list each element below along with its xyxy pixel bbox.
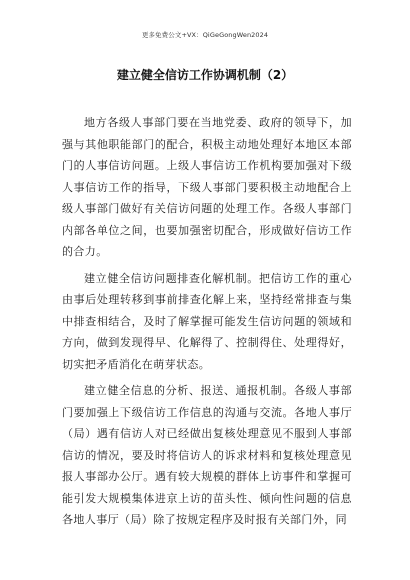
paragraph-information: 建立健全信息的分析、报送、通报机制。各级人事部门要加强上下级信访工作信息的沟通与交流。各地人事厅（局）遇有信访人对已经做出复核处理意见不服到人事部信访的情况，要及时将信访人的诉求材料和复核处理意见报人事部办公厅。遇有较大规模的群体上访事件和掌握可能引发大规模集体进京上访的苗头性、倾向性问题的信息各地人事厅（局）除了按规定程序及时报有关部门外，同	[62, 384, 352, 526]
paragraph-coordination: 地方各级人事部门要在当地党委、政府的领导下，加强与其他职能部门的配合，积极主动地处理好本地区本部门的人事信访问题。上级人事信访工作机构要加强对下级人事信访工作的指导，下级人事部门要积极主动地配合上级人事部门做好有关信访问题的处理工作。各级人事部门内部各单位之间，也要加强密切配合，形成做好信访工作的合力。	[62, 116, 352, 258]
paragraph-screening: 建立健全信访问题排查化解机制。把信访工作的重心由事后处理转移到事前排查化解上来，坚持经常排查与集中排查相结合，及时了解掌握可能发生信访问题的领域和方向，做到发现得早、化解得了、控制得住、处理得好，切实把矛盾消化在萌芽状态。	[62, 271, 352, 371]
document-title: 建立健全信访工作协调机制（2）	[116, 68, 294, 82]
document-body	[62, 112, 352, 536]
header-note: 更多免费公文+VX：QiGeGongWen2024	[141, 31, 269, 39]
